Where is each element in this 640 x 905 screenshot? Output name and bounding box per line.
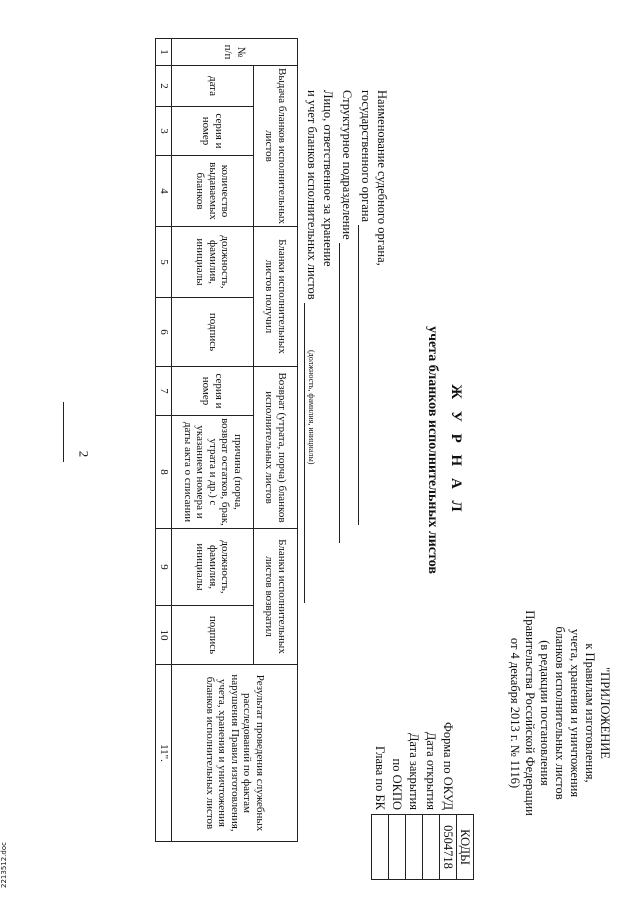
- col-number: 5: [156, 227, 172, 298]
- org-field: [358, 90, 390, 603]
- org-input-line: [358, 225, 359, 525]
- sub-series: серия и номер: [172, 107, 254, 156]
- col-num-header: № п/п: [172, 39, 298, 66]
- journal-subtitle: учета бланков исполнительных листов: [425, 326, 440, 574]
- sub-series-return: серия и номер: [172, 367, 254, 416]
- header-fields: [301, 90, 390, 603]
- responsible-input-line: [304, 303, 305, 603]
- col-number: 6: [156, 298, 172, 367]
- col-number: 8: [156, 416, 172, 529]
- bk-chapter-value: [372, 815, 389, 880]
- okpo-label: по ОКПО: [390, 758, 405, 810]
- unit-field: [339, 90, 355, 603]
- group-returned-header: Бланки исполнительных листов возвратил: [254, 529, 298, 665]
- page-number: 2: [76, 450, 92, 458]
- sub-position-return: должность, фамилия, инициалы: [172, 529, 254, 606]
- col-number: 9: [156, 529, 172, 606]
- responsible-caption: (должность, фамилия, инициалы): [307, 350, 316, 465]
- unit-label: Структурное подразделение: [340, 90, 354, 240]
- col-number: 2: [156, 66, 172, 107]
- sub-date: дата: [172, 66, 254, 107]
- close-date-value: [406, 815, 423, 880]
- appendix-line: "ПРИЛОЖЕНИЕ: [598, 667, 612, 759]
- sub-signature: подпись: [172, 298, 254, 367]
- responsible-label-2: и учет бланков исполнительных листов: [305, 90, 319, 300]
- responsible-field: [304, 90, 336, 603]
- sub-count: количество выдаваемых бланков: [172, 156, 254, 227]
- appendix-line: от 4 декабря 2013 г. № 1116): [508, 637, 522, 789]
- appendix-line: к Правилам изготовления,: [583, 643, 597, 783]
- appendix-line: (в редакции постановления: [538, 640, 552, 786]
- col-number: 7: [156, 367, 172, 416]
- col-result-header: Результат проведения служебных расследований по фактам нарушения Правил изготовления, учета, хранения и уничтожения бланков исполнительных листов: [172, 665, 298, 842]
- okud-value: 0504718: [440, 815, 457, 880]
- separator-line: [63, 402, 64, 462]
- appendix-line: бланков исполнительных листов: [553, 626, 567, 800]
- okpo-value: [389, 815, 406, 880]
- col-number: 11".: [156, 665, 172, 842]
- col-number: 10: [156, 606, 172, 665]
- group-received-header: Бланки исполнительных листов получил: [254, 227, 298, 367]
- journal-table: [155, 38, 298, 842]
- okud-label: Форма по ОКУД: [441, 722, 456, 810]
- journal-table-area: [155, 38, 298, 842]
- sub-reason: причина (порча, возврат остатков, брак, утрата и др.) с указанием номера и даты акта о списании: [172, 416, 254, 529]
- sub-position: должность, фамилия, инициалы: [172, 227, 254, 298]
- bk-chapter-label: Глава по БК: [373, 745, 388, 810]
- appendix-block: [507, 548, 612, 878]
- codes-header: КОДЫ: [457, 815, 474, 880]
- unit-input-line: [339, 243, 340, 543]
- appendix-line: учета, хранения и уничтожения: [568, 628, 582, 798]
- col-number: 4: [156, 156, 172, 227]
- document-filename: 2213512.doc: [0, 842, 8, 888]
- col-number: 3: [156, 107, 172, 156]
- org-label-2: государственного органа: [359, 90, 373, 223]
- group-issue-header: Выдача бланков исполнительных листов: [254, 66, 298, 227]
- responsible-label-1: Лицо, ответственное за хранение: [321, 90, 335, 267]
- close-date-label: Дата закрытия: [407, 732, 422, 810]
- open-date-label: Дата открытия: [424, 731, 439, 810]
- journal-title: Ж У Р Н А Л: [448, 384, 464, 516]
- rotated-page: [15, 10, 620, 890]
- col-number: 1: [156, 39, 172, 66]
- sub-signature-return: подпись: [172, 606, 254, 665]
- appendix-line: Правительства Российской Федерации: [523, 610, 537, 816]
- org-label-1: Наименование судебного органа,: [375, 90, 389, 266]
- group-return-header: Возврат (утрата, порча) бланков исполнительных листов: [254, 367, 298, 529]
